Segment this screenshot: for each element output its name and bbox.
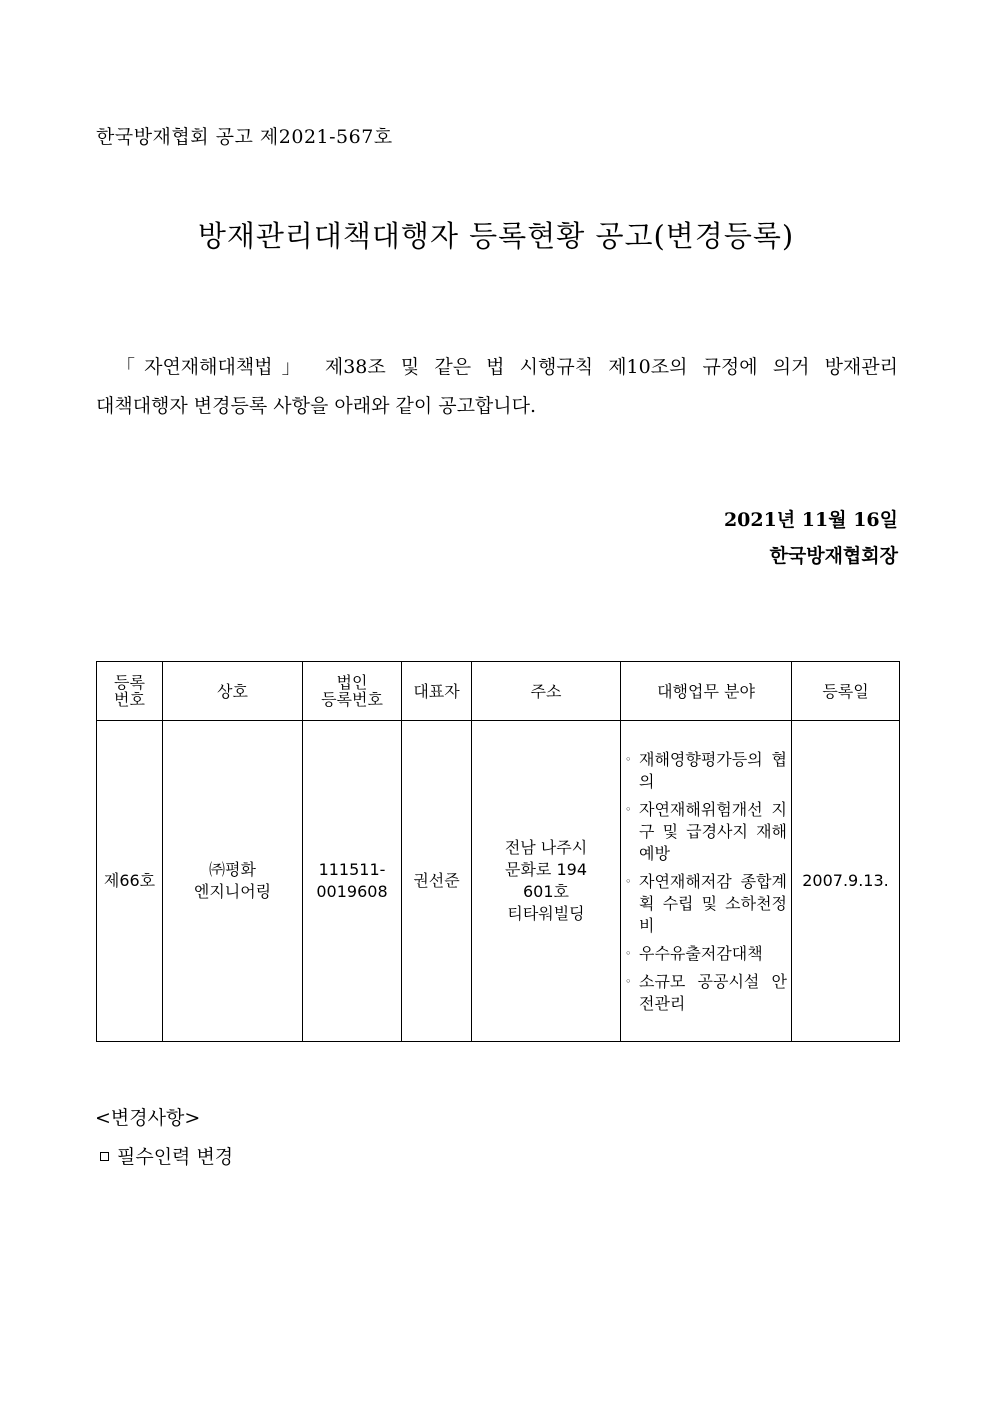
bullet-icon: ◦	[625, 947, 632, 960]
cell-company	[163, 721, 303, 1042]
issuer-name: 한국방재협회장	[769, 545, 898, 567]
field-text: 자연재해저감 종합계획 수립 및 소하천정비	[639, 872, 787, 935]
header-fields: 대행업무 분야	[621, 662, 792, 721]
field-text: 재해영향평가등의 협의	[639, 750, 787, 791]
bullet-icon: ◦	[625, 753, 632, 766]
field-item	[625, 799, 787, 865]
field-text: 자연재해위험개선 지구 및 급경사지 재해예방	[639, 800, 787, 863]
header-text: 등록번호	[321, 690, 383, 709]
header-address: 주소	[472, 662, 621, 721]
bullet-icon: ◦	[625, 975, 632, 988]
bullet-icon: ◦	[625, 875, 632, 888]
document-title: 방재관리대책대행자 등록현황 공고(변경등록)	[197, 219, 795, 253]
header-reg-date: 등록일	[792, 662, 900, 721]
cell-corp-no	[303, 721, 402, 1042]
body-line: 「자연재해대책법」 제38조 및 같은 법 시행규칙 제10조의 규정에 의거 방재관리	[116, 356, 898, 378]
header-text: 등록	[114, 673, 145, 692]
cell-reg-no: 제66호	[97, 721, 163, 1042]
field-text: 우수유출저감대책	[639, 944, 763, 963]
header-text: 법인	[336, 673, 368, 692]
notice-date: 2021년 11월 16일	[723, 509, 898, 531]
table-row	[97, 721, 900, 1042]
header-company: 상호	[163, 662, 303, 721]
cell-reg-date: 2007.9.13.	[792, 721, 900, 1042]
field-item	[625, 749, 787, 793]
cell-fields	[621, 721, 792, 1042]
changes-item-text: 필수인력 변경	[117, 1146, 234, 1168]
corp-no-line: 0019608	[316, 882, 388, 901]
table-header-row	[97, 662, 900, 721]
address-line: 티타워빌딩	[507, 904, 585, 923]
square-bullet-icon	[100, 1152, 109, 1161]
header-corp-no	[303, 662, 402, 721]
header-text: 번호	[114, 690, 145, 709]
company-line: 엔지니어링	[193, 882, 272, 901]
bullet-icon: ◦	[625, 803, 632, 816]
body-paragraph	[96, 348, 898, 426]
registration-table	[96, 661, 900, 1042]
changes-heading: <변경사항>	[95, 1107, 201, 1129]
changes-item	[100, 1142, 233, 1169]
header-reg-no	[97, 662, 163, 721]
address-line: 문화로 194	[505, 860, 587, 879]
cell-representative: 권선준	[402, 721, 472, 1042]
field-text: 소규모 공공시설 안전관리	[639, 972, 787, 1013]
company-line: ㈜평화	[209, 860, 256, 879]
address-line: 601호	[523, 882, 569, 901]
corp-no-line: 111511-	[318, 860, 386, 879]
field-item	[625, 871, 787, 937]
header-representative: 대표자	[402, 662, 472, 721]
address-line: 전남 나주시	[504, 838, 588, 857]
field-item	[625, 971, 787, 1015]
body-line: 대책대행자 변경등록 사항을 아래와 같이 공고합니다.	[96, 395, 537, 417]
field-item	[625, 943, 787, 965]
notice-number: 한국방재협회 공고 제2021-567호	[96, 126, 393, 148]
cell-address	[472, 721, 621, 1042]
